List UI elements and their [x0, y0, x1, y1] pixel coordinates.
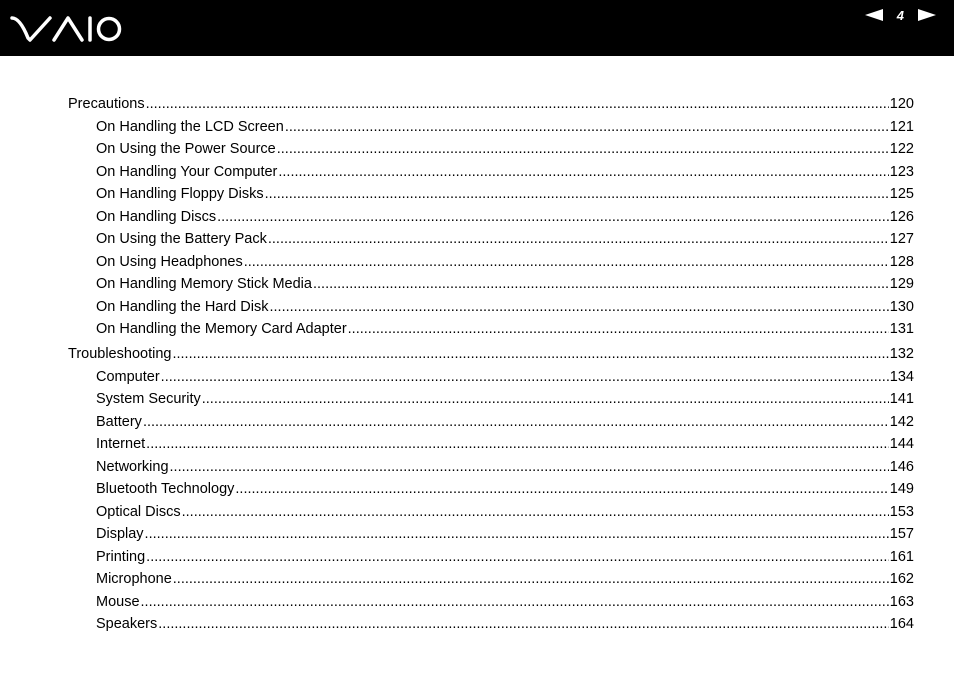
- toc-page-number: 161: [889, 548, 914, 565]
- table-of-contents: [68, 96, 914, 639]
- toc-page-number: 120: [889, 96, 914, 112]
- toc-section-link[interactable]: [68, 96, 914, 119]
- dot-leader: [285, 119, 889, 135]
- toc-entry-label: On Handling the Memory Card Adapter: [96, 321, 347, 337]
- toc-page-number: 130: [889, 298, 914, 315]
- toc-page-number: 162: [889, 571, 914, 587]
- dot-leader: [146, 436, 889, 452]
- toc-entry-label: On Handling Discs: [96, 208, 217, 225]
- dot-leader: [146, 549, 889, 565]
- toc-page-number: 164: [889, 616, 914, 632]
- toc-entry-link[interactable]: [68, 276, 914, 299]
- toc-page-number: 146: [889, 458, 914, 475]
- dot-leader: [265, 186, 889, 202]
- toc-page-number: 163: [889, 593, 914, 610]
- toc-page-number: 121: [889, 118, 914, 135]
- toc-entry-label: On Handling Floppy Disks: [96, 186, 264, 202]
- toc-entry-label: On Using the Power Source: [96, 141, 276, 157]
- toc-entry-link[interactable]: [68, 549, 914, 572]
- toc-page-number: 127: [889, 231, 914, 247]
- toc-entry-link[interactable]: [68, 391, 914, 414]
- toc-page-number: 149: [889, 481, 914, 497]
- toc-entry-label: Display: [96, 526, 144, 542]
- toc-entry-label: Speakers: [96, 616, 158, 632]
- toc-page-number: 144: [889, 436, 914, 452]
- dot-leader: [145, 526, 889, 542]
- dot-leader: [182, 504, 889, 520]
- toc-entry-label: On Using Headphones: [96, 253, 243, 270]
- toc-entry-label: On Handling Memory Stick Media: [96, 276, 312, 292]
- dot-leader: [146, 96, 889, 112]
- vaio-logo: [10, 12, 122, 44]
- toc-entry-link[interactable]: [68, 141, 914, 164]
- toc-entry-label: Printing: [96, 548, 146, 565]
- toc-entry-label: Battery: [96, 413, 142, 430]
- dot-leader: [278, 164, 888, 180]
- toc-entry-link[interactable]: [68, 436, 914, 459]
- toc-entry-label: Computer: [96, 368, 160, 385]
- page-navigation: [865, 6, 936, 24]
- dot-leader: [269, 299, 888, 315]
- dot-leader: [244, 254, 889, 270]
- toc-page-number: 122: [889, 141, 914, 157]
- toc-entry-link[interactable]: [68, 504, 914, 527]
- dot-leader: [348, 321, 889, 337]
- toc-entry-label: Bluetooth Technology: [96, 481, 235, 497]
- toc-entry-label: Mouse: [96, 593, 140, 610]
- toc-entry-link[interactable]: [68, 119, 914, 142]
- toc-entry-label: Precautions: [68, 96, 145, 112]
- toc-entry-link[interactable]: [68, 164, 914, 187]
- toc-page-number: 157: [889, 526, 914, 542]
- dot-leader: [217, 209, 889, 225]
- toc-page-number: 123: [889, 163, 914, 180]
- toc-section-link[interactable]: [68, 346, 914, 369]
- dot-leader: [235, 481, 888, 497]
- page-number: 4: [896, 7, 904, 23]
- dot-leader: [202, 391, 889, 407]
- toc-entry-link[interactable]: [68, 209, 914, 232]
- toc-entry-link[interactable]: [68, 571, 914, 594]
- toc-page-number: 134: [889, 368, 914, 385]
- toc-page-number: 129: [889, 276, 914, 292]
- toc-entry-label: On Handling the Hard Disk: [96, 298, 269, 315]
- dot-leader: [143, 414, 889, 430]
- dot-leader: [313, 276, 889, 292]
- dot-leader: [141, 594, 889, 610]
- next-page-icon[interactable]: [918, 9, 936, 21]
- dot-leader: [158, 616, 889, 632]
- toc-entry-link[interactable]: [68, 299, 914, 322]
- toc-entry-link[interactable]: [68, 186, 914, 209]
- toc-page-number: 131: [889, 321, 914, 337]
- toc-entry-label: On Using the Battery Pack: [96, 231, 267, 247]
- toc-entry-label: Optical Discs: [96, 503, 181, 520]
- toc-entry-link[interactable]: [68, 459, 914, 482]
- toc-page-number: 128: [889, 253, 914, 270]
- dot-leader: [173, 571, 889, 587]
- toc-entry-label: Internet: [96, 436, 146, 452]
- toc-page-number: 142: [889, 413, 914, 430]
- toc-entry-label: On Handling Your Computer: [96, 163, 278, 180]
- toc-entry-link[interactable]: [68, 231, 914, 254]
- dot-leader: [170, 459, 889, 475]
- dot-leader: [277, 141, 889, 157]
- toc-page-number: 153: [889, 503, 914, 520]
- dot-leader: [268, 231, 889, 247]
- toc-entry-link[interactable]: [68, 526, 914, 549]
- toc-entry-link[interactable]: [68, 616, 914, 639]
- toc-entry-link[interactable]: [68, 594, 914, 617]
- toc-page-number: 132: [889, 346, 914, 362]
- toc-entry-link[interactable]: [68, 321, 914, 344]
- toc-page-number: 126: [889, 208, 914, 225]
- toc-page-number: 125: [889, 186, 914, 202]
- previous-page-icon[interactable]: [865, 9, 883, 21]
- toc-entry-link[interactable]: [68, 254, 914, 277]
- toc-entry-label: On Handling the LCD Screen: [96, 118, 284, 135]
- toc-entry-label: Microphone: [96, 571, 172, 587]
- toc-page-number: 141: [889, 391, 914, 407]
- toc-entry-label: Troubleshooting: [68, 346, 172, 362]
- page-header: [0, 0, 954, 56]
- dot-leader: [172, 346, 888, 362]
- toc-entry-link[interactable]: [68, 414, 914, 437]
- toc-entry-label: System Security: [96, 391, 201, 407]
- toc-entry-label: Networking: [96, 458, 169, 475]
- dot-leader: [161, 369, 889, 385]
- toc-entry-link[interactable]: [68, 481, 914, 504]
- toc-entry-link[interactable]: [68, 369, 914, 392]
